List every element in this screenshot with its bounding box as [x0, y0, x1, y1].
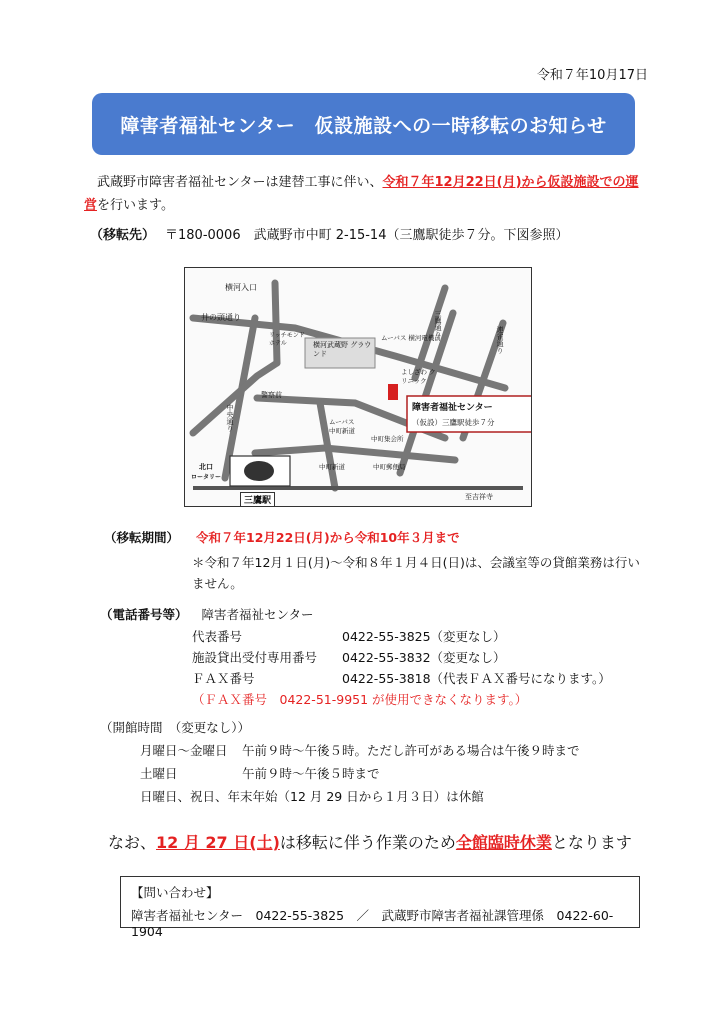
phone-key: 代表番号 — [192, 629, 243, 644]
map-label-kitaguchi: 北口 — [199, 463, 213, 471]
map-label-yokogawa-entrance: 横河入口 — [225, 283, 257, 292]
map-label-renjaku-dori: 連雀通り — [496, 326, 504, 354]
closing-text-3: となります — [551, 833, 632, 852]
map-label-richmond: リッチモンド ホテル — [269, 332, 305, 347]
map-label-keisatsu: 警察前 — [261, 391, 282, 399]
map-label-facility: 障害者福祉センター — [412, 403, 493, 413]
hours-row — [140, 787, 484, 805]
hours-value: 午前９時～午後５時。ただし許可がある場合は午後９時まで — [242, 743, 580, 758]
notice-title-banner — [92, 93, 635, 155]
address-label: （移転先） — [90, 228, 156, 243]
notice-title: 障害者福祉センター 仮設施設への一時移転のお知らせ — [120, 114, 607, 137]
phones-org: 障害者福祉センター — [201, 607, 314, 622]
phone-row — [192, 627, 506, 645]
intro-text-2: を行います。 — [97, 198, 174, 213]
fax-change-note: （ＦＡＸ番号 0422-51-9951 が使用できなくなります。） — [192, 692, 528, 707]
hours-key: 月曜日～金曜日 — [140, 743, 228, 758]
map-label-mubus-yokogawa: ムーバス 横河電機前 — [381, 334, 441, 342]
hours-label: （開館時間 （変更なし）） — [100, 720, 251, 735]
hours-row — [140, 741, 580, 759]
hours-row — [140, 764, 380, 782]
period-value: 令和７年12月22日(月)から令和10年３月まで — [196, 530, 460, 545]
closing-closed: 全館臨時休業 — [455, 833, 552, 852]
map-label-nakacho-post: 中町郵便局 — [373, 463, 406, 471]
map-label-nakacho-shukaisho: 中町集会所 — [371, 435, 404, 443]
map-label-nakacho-shindo: 中町新道 — [319, 463, 345, 471]
road-yokogawa — [275, 283, 277, 363]
intro-paragraph — [84, 171, 644, 217]
relocation-address — [90, 224, 568, 243]
closing-date: 12 月 27 日(土) — [156, 833, 280, 852]
station-rail — [193, 486, 523, 490]
map-drawing — [185, 268, 531, 506]
intro-highlight: 令和７年12月22日(月)から仮設施設での運営 — [84, 175, 639, 213]
facility-marker — [388, 384, 398, 400]
phones-label: （電話番号等） — [100, 607, 188, 622]
map-label-facility-sub: （仮設）三鷹駅徒歩７分 — [412, 418, 495, 427]
hours-key: 日曜日、祝日、年末年始（12 月 29 日から１月３日）は休館 — [140, 789, 484, 804]
map-label-to-kichijoji: 至吉祥寺 — [465, 493, 493, 501]
contact-body: 障害者福祉センター 0422-55-3825 ／ 武蔵野市障害者福祉課管理係 0422-60-1904 — [131, 908, 614, 939]
map-label-mitaka-station: 三鷹駅 — [240, 492, 275, 507]
document-date: 令和７年10月17日 — [536, 68, 648, 83]
phone-value: 0422-55-3832（変更なし） — [342, 650, 506, 665]
address-value: 〒180-0006 武蔵野市中町 2-15-14（三鷹駅徒歩７分。下図参照） — [165, 228, 569, 243]
map-label-rotary: ロータリー — [191, 474, 222, 481]
contact-box — [120, 876, 640, 939]
map-label-mubus-nakacho: ムーバス 中町新道 — [329, 418, 355, 435]
map-label-yokogawa-ground: 横河武蔵野 グラウンド — [313, 341, 372, 358]
period-label: （移転期間） — [104, 530, 180, 545]
closing-text-2: は移転に伴う作業のため — [279, 833, 456, 852]
map-label-chuo-dori: 中央通り — [226, 404, 234, 432]
period-note: ＊令和７年12月１日(月)～令和８年１月４日(日)は、会議室等の貸館業務は行いません。 — [192, 555, 640, 591]
closing-text-1: なお、 — [108, 833, 157, 852]
phones-header — [100, 605, 314, 623]
phone-key: 施設貸出受付専用番号 — [192, 650, 318, 665]
phone-row — [192, 648, 506, 666]
rotary-circle — [244, 461, 274, 481]
phone-row — [192, 669, 611, 687]
map-label-inokashira: 井の頭通り — [201, 313, 241, 322]
phone-value: 0422-55-3818（代表ＦＡＸ番号になります。） — [342, 671, 611, 686]
map-label-yoshizawa: よしざわ クリニック — [401, 368, 436, 385]
intro-text-1: 武蔵野市障害者福祉センターは建替工事に伴い、 — [97, 175, 383, 190]
map-label-mitaka-dori: 三鷹通り — [434, 310, 442, 338]
hours-value: 午前９時～午後５時まで — [242, 766, 380, 781]
phone-value: 0422-55-3825（変更なし） — [342, 629, 506, 644]
location-map — [184, 267, 532, 507]
hours-key: 土曜日 — [140, 766, 178, 781]
closing-notice — [108, 830, 632, 853]
phone-key: ＦＡＸ番号 — [192, 671, 255, 686]
contact-title: 【問い合わせ】 — [131, 885, 219, 900]
